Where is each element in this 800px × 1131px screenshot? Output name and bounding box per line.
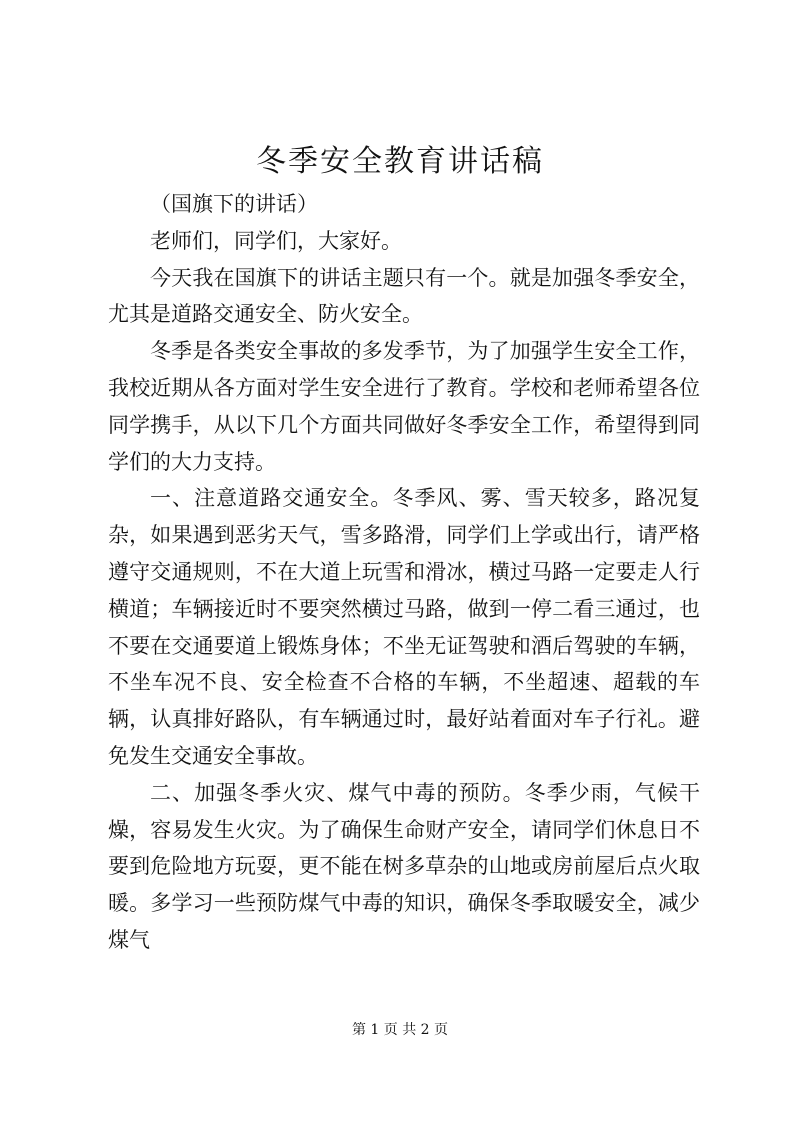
document-body — [108, 186, 700, 959]
document-title: 冬季安全教育讲话稿 — [256, 144, 544, 179]
paragraph: 一、注意道路交通安全。冬季风、雾、雪天较多，路况复杂，如果遇到恶劣天气，雪多路滑，同学们上学或出行，请严格遵守交通规则，不在大道上玩雪和滑冰，横过马路一定要走人行横道；车辆接近时不要突然横过马路，做到一停二看三通过，也不要在交通要道上锻炼身体；不坐无证驾驶和酒后驾驶的车辆，不坐车况不良、安全检查不合格的车辆，不坐超速、超载的车辆，认真排好路队，有车辆通过时，最好站着面对车子行礼。避免发生交通安全事故。 — [108, 486, 700, 768]
paragraph: 老师们，同学们，大家好。 — [150, 228, 402, 253]
page-number-footer: 第 1 页 共 2 页 — [351, 1022, 449, 1038]
paragraph: 今天我在国旗下的讲话主题只有一个。就是加强冬季安全，尤其是道路交通安全、防火安全。 — [108, 265, 700, 327]
paragraph: 冬季是各类安全事故的多发季节，为了加强学生安全工作，我校近期从各方面对学生安全进行了教育。学校和老师希望各位同学携手，从以下几个方面共同做好冬季安全工作，希望得到同学们的大力支持。 — [108, 339, 700, 474]
paragraph: 二、加强冬季火灾、煤气中毒的预防。冬季少雨，气候干燥，容易发生火灾。为了确保生命财产安全，请同学们休息日不要到危险地方玩耍，更不能在树多草杂的山地或房前屋后点火取暖。多学习一些预防煤气中毒的知识，确保冬季取暖安全，减少煤气 — [108, 780, 700, 952]
paragraph: （国旗下的讲话） — [150, 192, 318, 216]
